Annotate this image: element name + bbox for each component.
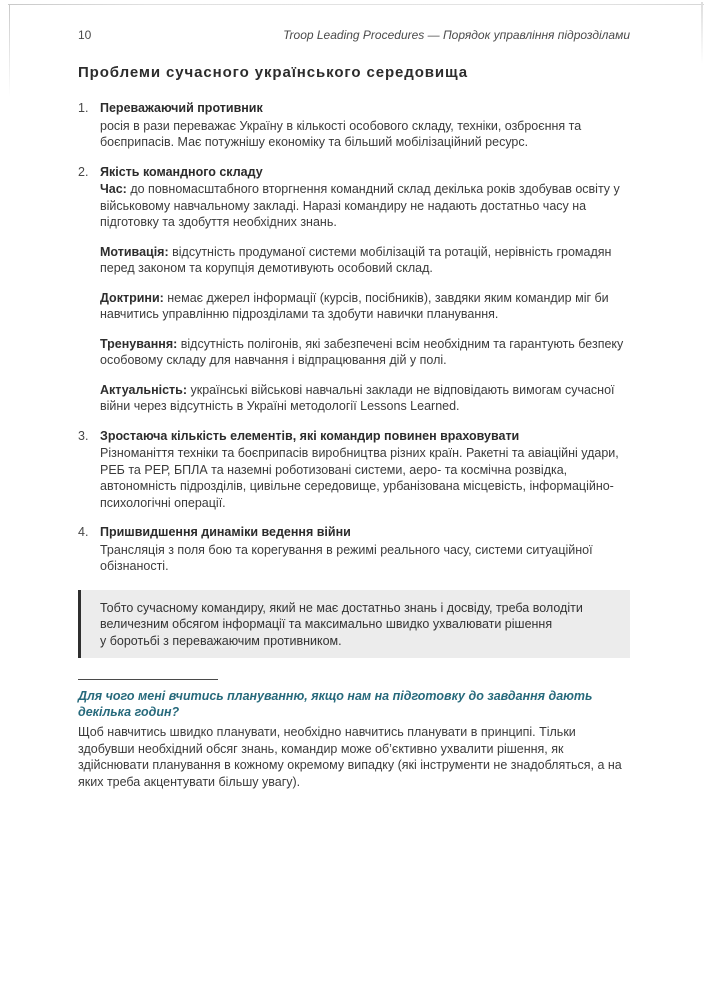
paragraph-text: відсутність продуманої системи мобілізацій та ротацій, нерівність громадян перед законом та корупція демотивують особовий склад. [100, 244, 612, 275]
numbered-list [78, 100, 630, 588]
page-edge-top [8, 4, 704, 5]
paragraph-text: до повномасштабного вторгнення командний склад декілька років здобував освіту у військовому навчальному закладі. Наразі командиру не надають достатньо часу на підготовку та здобуття необхідних знань. [100, 182, 620, 229]
page-edge-left [9, 5, 10, 97]
item-number: 3. [78, 428, 89, 443]
paragraph-text: українські військові навчальні заклади не відповідають вимогам сучасної війни через відсутність в Україні методології Lessons Learned. [100, 382, 615, 413]
item-number: 1. [78, 101, 89, 115]
page-content [78, 28, 630, 790]
item-heading: Якість командного складу [100, 164, 263, 179]
item-paragraph [100, 445, 630, 511]
paragraph-label: Час: [100, 182, 127, 196]
footnote-answer: Щоб навчитись швидко планувати, необхідно навчитись планувати в принципі. Тільки здобувши необхідний обсяг знань, командир може об’єктивно ухвалити рішення, як здійснювати планування в кожному окремому випадку (які інструменти не знадобляться, а на яких треба акцентувати більшу увагу). [78, 725, 622, 789]
footnote-rule [78, 679, 218, 680]
item-paragraph [100, 542, 630, 575]
item-paragraph [100, 290, 630, 323]
item-heading: Пришвидшення динаміки ведення війни [100, 525, 351, 539]
item-body [100, 164, 630, 428]
item-number: 2. [78, 164, 89, 179]
item-body [100, 524, 630, 588]
page-number: 10 [78, 28, 92, 42]
item-body [100, 100, 630, 164]
item-number: 4. [78, 525, 89, 539]
callout-line: величезним обсягом інформації та максимально швидко ухвалювати рішення [100, 617, 553, 631]
section-title: Проблеми сучасного українського середовища [78, 64, 468, 81]
list-item-2 [78, 164, 630, 428]
item-heading: Переважаючий противник [100, 101, 263, 115]
item-paragraph [100, 181, 630, 231]
item-paragraph [100, 382, 630, 415]
item-paragraph [100, 118, 630, 151]
paragraph-label: Актуальність: [100, 382, 188, 397]
paragraph-text: відсутність полігонів, які забезпечені всім необхідним та гарантують безпеку особовому складу для навчання і відпрацювання дій у полі. [100, 336, 624, 367]
callout-line: у боротьбі з переважаючим противником. [100, 633, 342, 648]
item-paragraph [100, 244, 630, 277]
running-title: Troop Leading Procedures — Порядок управління підрозділами [283, 28, 630, 42]
page-header [78, 28, 630, 42]
paragraph-label: Тренування: [100, 336, 178, 351]
footnote [78, 679, 630, 790]
paragraph-label: Мотивація: [100, 244, 169, 259]
item-heading: Зростаюча кількість елементів, які командир повинен враховувати [100, 428, 520, 443]
paragraph-label: Доктрини: [100, 290, 164, 305]
page-edge-right [701, 2, 703, 64]
footnote-question: Для чого мені вчитись плануванню, якщо нам на підготовку до завдання дають декілька годин? [78, 689, 593, 719]
paragraph-text: Різноманіття техніки та боєприпасів виробництва різних країн. Ракетні та авіаційні удари, РЕБ та РЕР, БПЛА та наземні роботизовані системи, аеро- та космічна розвідка, автономність підрозділів, цивільне середовище, урбанізована місцевість, інформаційно-психологічні операції. [100, 446, 619, 510]
list-item-3 [78, 428, 630, 525]
item-body [100, 428, 630, 525]
callout-line: Тобто сучасному командиру, який не має достатньо знань і досвіду, треба володіти [100, 600, 583, 615]
item-paragraph [100, 336, 630, 369]
list-item-1 [78, 100, 630, 164]
list-item-4 [78, 524, 630, 588]
paragraph-text: Трансляція з поля бою та корегування в режимі реального часу, системи ситуаційної обізнаності. [100, 542, 593, 573]
paragraph-text: росія в рази переважає Україну в кількості особового складу, техніки, озброєння та боєприпасів. Має потужнішу економіку та більший мобілізаційний ресурс. [100, 118, 582, 149]
paragraph-text: немає джерел інформації (курсів, посібників), завдяки яким командир міг би навчитись управлінню підрозділами та здобути навички планування. [100, 290, 609, 321]
callout-box [78, 590, 630, 659]
